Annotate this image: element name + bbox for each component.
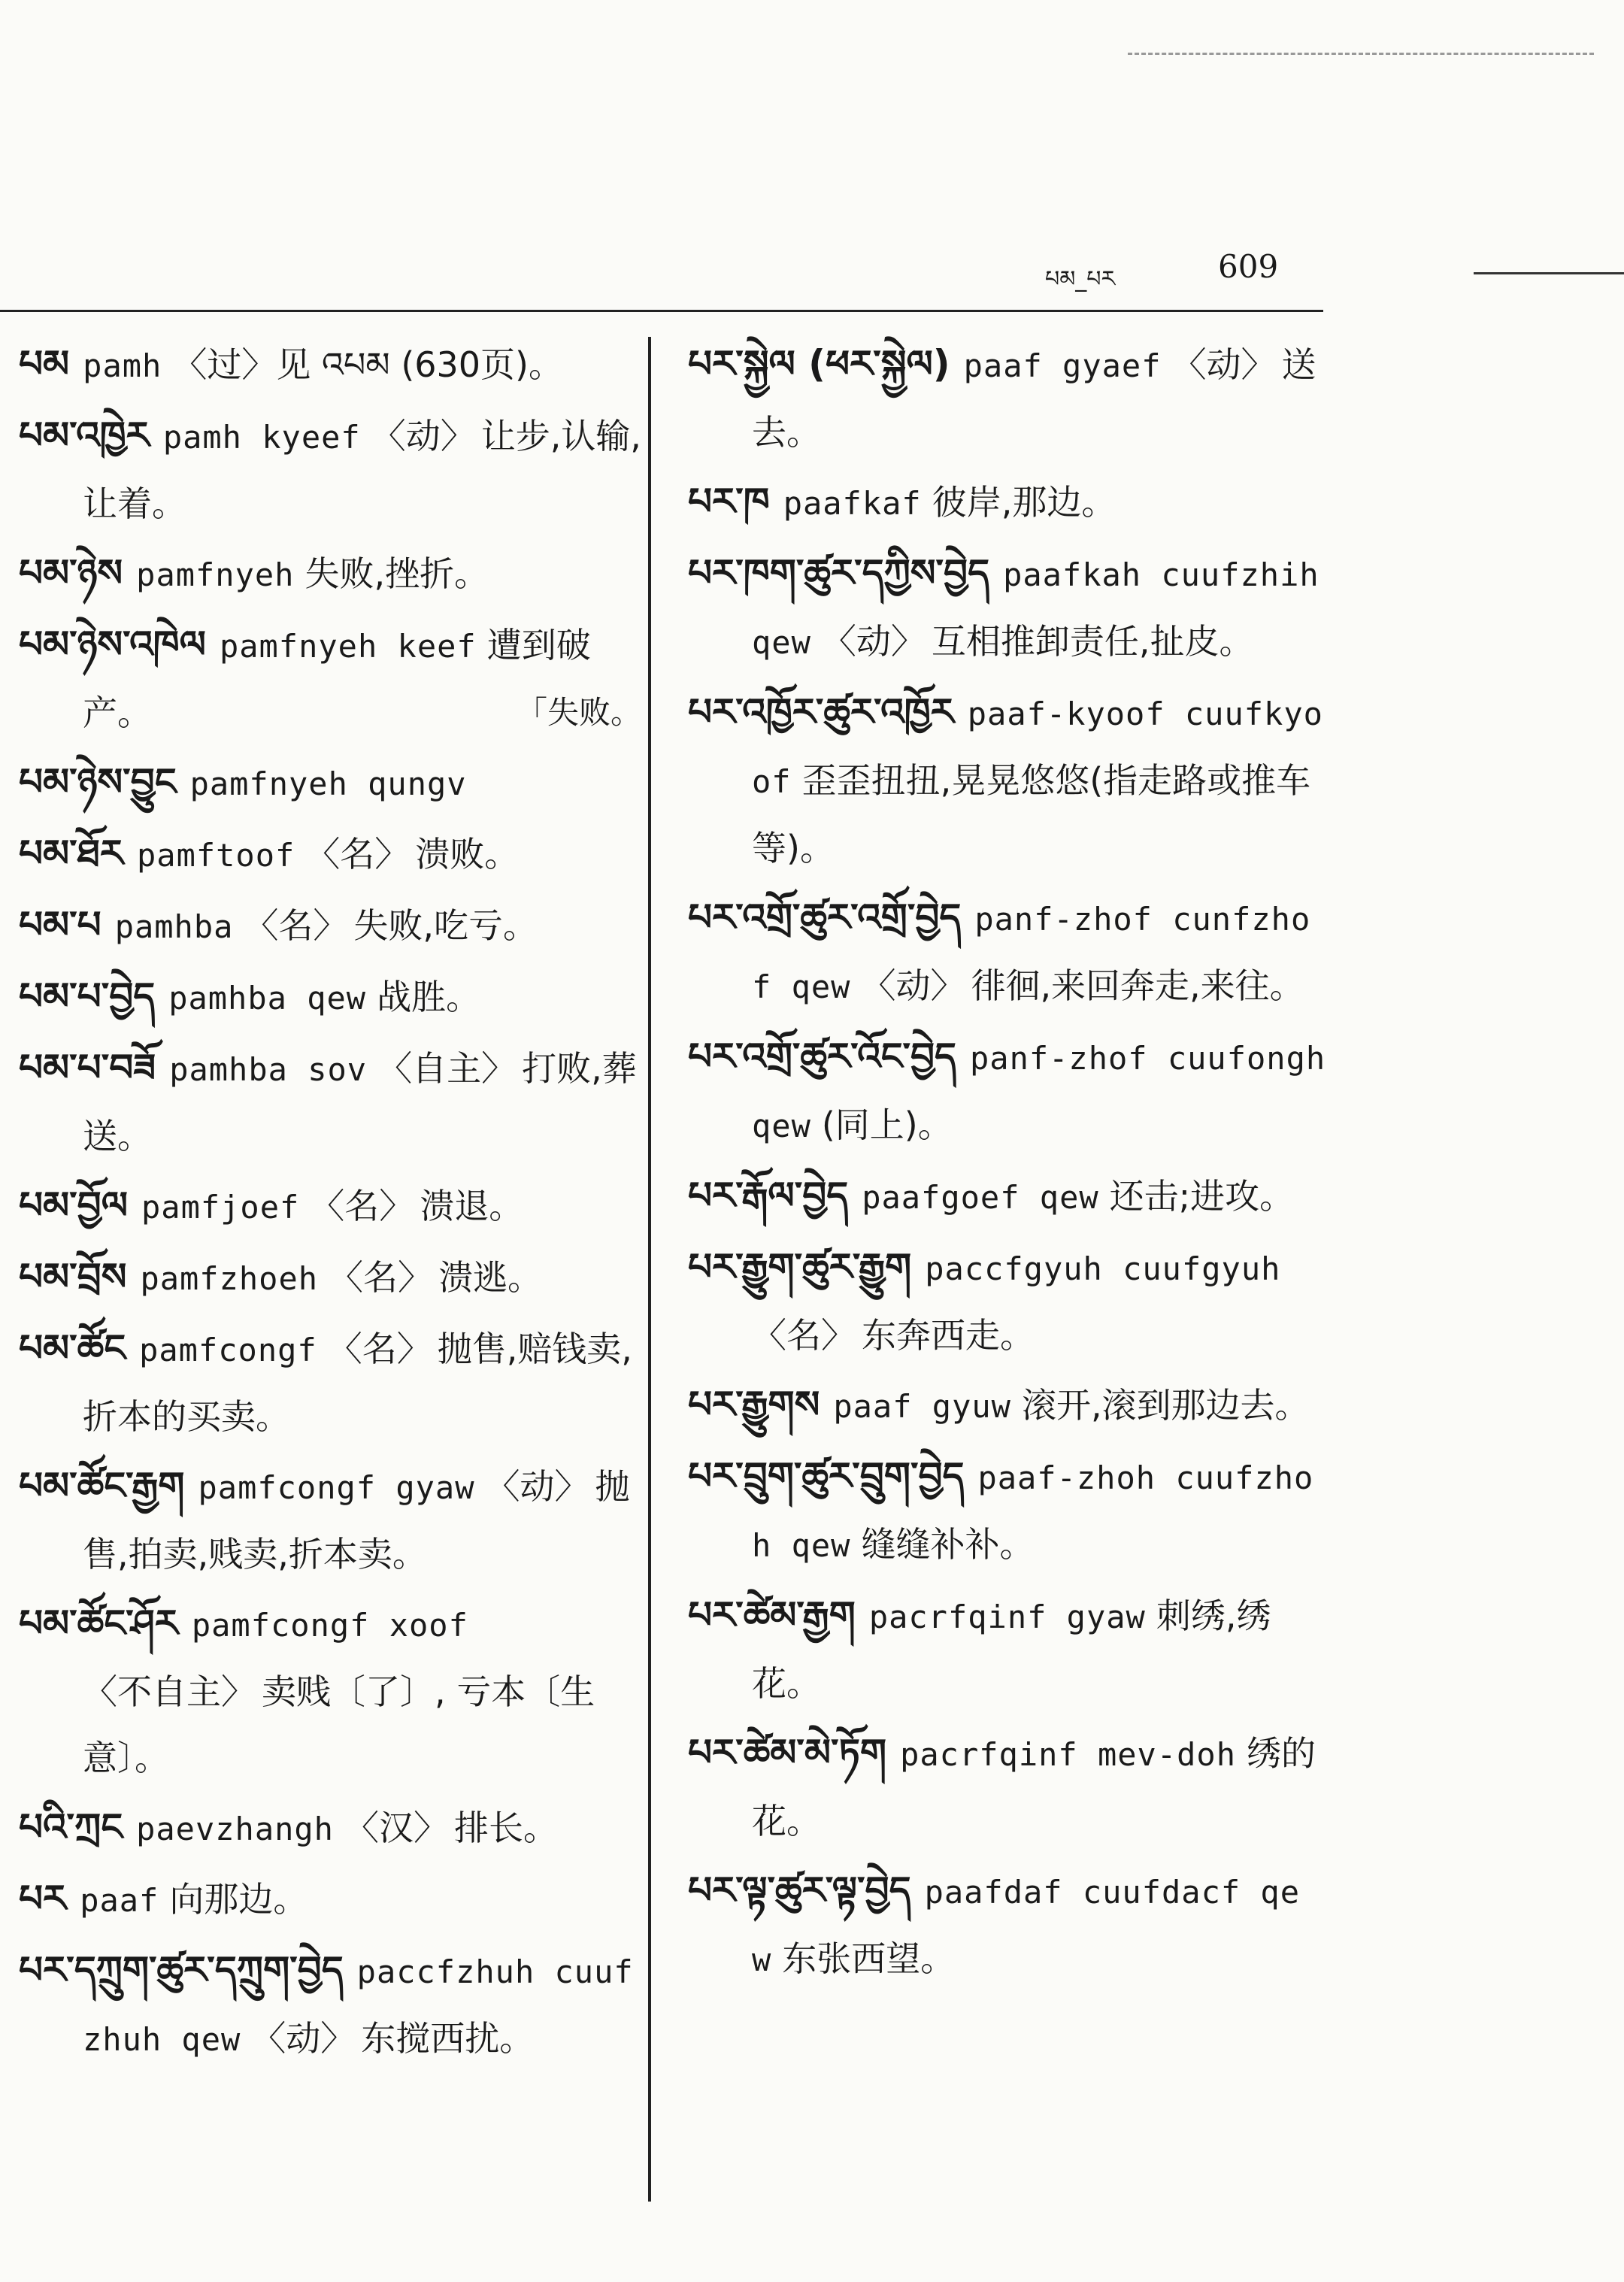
entry-romanization: paaf-zhoh cuufzhoh qew bbox=[752, 1459, 1314, 1564]
page-header bbox=[0, 248, 1323, 316]
entry-definition: (同上)。 bbox=[821, 1105, 953, 1145]
entry-romanization: paafdaf cuufdacf qew bbox=[752, 1874, 1300, 1978]
entry-definition: 溃败。 bbox=[415, 834, 520, 874]
dictionary-entry bbox=[8, 1865, 643, 1934]
dictionary-entry bbox=[680, 540, 1327, 676]
entry-definition: 还击;进攻。 bbox=[1109, 1176, 1295, 1217]
entry-grammar-tag: 〈自主〉 bbox=[377, 1048, 517, 1089]
entry-romanization: paccfgyuh cuufgyuh bbox=[925, 1250, 1281, 1287]
entry-grammar-tag: 〈名〉 bbox=[327, 1329, 432, 1369]
entry-grammar-tag: 〈名〉 bbox=[329, 1257, 433, 1298]
entry-continuation-note: 「失败。 bbox=[516, 694, 643, 731]
entry-definition: 东张西望。 bbox=[782, 1938, 956, 1979]
entry-headword-tibetan: པམ་པ་བྱེད bbox=[19, 974, 156, 1018]
entry-headword-tibetan: པའི་ཀྲང bbox=[19, 1805, 123, 1849]
entry-grammar-tag: 〈动〉 bbox=[485, 1466, 589, 1507]
dictionary-entry bbox=[8, 892, 643, 960]
entry-definition: 绣的花。 bbox=[752, 1733, 1316, 1841]
dictionary-entry bbox=[680, 1023, 1327, 1159]
entry-romanization: pacrfqinf mev-doh bbox=[900, 1736, 1236, 1773]
entry-grammar-tag: 〈名〉 bbox=[244, 905, 348, 946]
entry-definition: 刺绣,绣花。 bbox=[752, 1596, 1271, 1704]
entry-grammar-tag: 〈动〉 bbox=[861, 965, 965, 1006]
dictionary-entry bbox=[8, 1035, 643, 1169]
entry-grammar-tag: 〈汉〉 bbox=[344, 1808, 448, 1848]
dictionary-entry bbox=[680, 1162, 1327, 1231]
entry-grammar-tag: 〈动〉 bbox=[821, 621, 926, 662]
entry-romanization: pamfcongf xoof bbox=[191, 1607, 468, 1644]
dictionary-entry bbox=[680, 468, 1327, 537]
entry-romanization: pamh kyeef bbox=[162, 419, 361, 456]
dictionary-entry bbox=[680, 1371, 1327, 1440]
dictionary-entry bbox=[680, 1443, 1327, 1579]
entry-definition: 互相推卸责任,扯皮。 bbox=[931, 621, 1254, 662]
entry-romanization: panf-zhof cunfzhof qew bbox=[752, 901, 1311, 1005]
entry-headword-tibetan: པར་བྲུག་ཚུར་བྲུག་བྱེད bbox=[688, 1454, 965, 1498]
dictionary-entry bbox=[8, 963, 643, 1032]
entry-headword-tibetan: པམ་ཉེས་འཁེལ bbox=[19, 623, 206, 666]
entry-romanization: paafgoef qew bbox=[862, 1179, 1099, 1216]
dictionary-entry bbox=[8, 1244, 643, 1312]
entry-romanization: pamfnyeh qungv bbox=[189, 765, 467, 802]
entry-headword-tibetan: པམ་བྱོལ bbox=[19, 1183, 128, 1227]
entry-romanization: pamfnyeh keef bbox=[219, 628, 477, 665]
entry-definition: 溃逃。 bbox=[438, 1257, 543, 1298]
entry-romanization: paaf-kyoof cuufkyoof bbox=[752, 696, 1323, 800]
entry-definition: 彼岸,那边。 bbox=[932, 482, 1116, 523]
entry-headword-tibetan: པམ་བྲོས bbox=[19, 1255, 127, 1299]
entry-definition: 缝缝补补。 bbox=[861, 1524, 1035, 1565]
header-rule bbox=[0, 310, 1323, 312]
entry-romanization: paaf gyuw bbox=[833, 1388, 1011, 1425]
entry-headword-tibetan: པར་རྒྱུགས bbox=[688, 1383, 820, 1426]
entry-headword-tibetan: པམ་ཚོང bbox=[19, 1326, 126, 1370]
dictionary-entry bbox=[8, 1453, 643, 1587]
entry-romanization: paafkaf bbox=[783, 485, 922, 522]
entry-headword-tibetan: པར་ཁག་ཚུར་དཀྱིས་བྱེད bbox=[688, 551, 990, 595]
entry-romanization: pamfnyeh bbox=[136, 556, 295, 593]
entry-grammar-tag: 〈名〉 bbox=[310, 1186, 414, 1226]
dictionary-entry bbox=[680, 1720, 1327, 1854]
entry-definition: 排长。 bbox=[453, 1808, 558, 1848]
entry-romanization: pamhba sov bbox=[169, 1051, 368, 1088]
entry-definition: 战胜。 bbox=[377, 977, 481, 1017]
dictionary-entry bbox=[8, 1590, 643, 1791]
entry-romanization: paevzhangh bbox=[136, 1811, 334, 1847]
entry-grammar-tag: 〈不自主〉 bbox=[83, 1671, 256, 1712]
entry-grammar-tag: 〈名〉 bbox=[752, 1315, 856, 1356]
entry-romanization: pamhba qew bbox=[168, 980, 367, 1017]
entry-headword-tibetan: པར་འཁྱོར་ཚུར་འཁྱོར bbox=[688, 690, 954, 734]
entry-headword-tibetan: པམ་ཚོང་རྒྱག bbox=[19, 1464, 185, 1508]
entry-headword-tibetan: པར་འགྲོ་ཚུར་འོང་བྱེད bbox=[688, 1035, 956, 1078]
entry-definition: 让步,认输,让着。 bbox=[83, 416, 641, 524]
dictionary-entry bbox=[8, 540, 643, 608]
dictionary-entry bbox=[8, 402, 643, 537]
entry-definition: 卖贱〔了〕, 亏本〔生意〕。 bbox=[83, 1671, 595, 1778]
entry-definition: 遭到破产。 bbox=[83, 625, 591, 733]
header-guide-words: པམ_པར bbox=[1045, 266, 1116, 292]
entry-headword-tibetan: པར་ཁ bbox=[688, 480, 770, 523]
entry-definition: 溃退。 bbox=[420, 1186, 524, 1226]
dictionary-entry bbox=[8, 1315, 643, 1450]
entry-headword-tibetan: པམ་ཉེས་བྱུང bbox=[19, 760, 177, 804]
entry-romanization: paccfzhuh cuufzhuh qew bbox=[83, 1953, 634, 2058]
dictionary-entry bbox=[680, 1234, 1327, 1368]
entry-headword-tibetan: པམ་པ་བཟོ bbox=[19, 1046, 156, 1089]
entry-headword-tibetan: པར་རྒྱུག་ཚུར་རྒྱུག bbox=[688, 1245, 912, 1289]
entry-romanization: pacrfqinf gyaw bbox=[868, 1599, 1146, 1635]
dictionary-entry bbox=[680, 884, 1327, 1020]
entry-headword-tibetan: པམ་ཉེས bbox=[19, 551, 123, 595]
entry-definition: 抛售,赔钱卖,折本的买卖。 bbox=[83, 1329, 632, 1437]
entry-definition: 东搅西扰。 bbox=[361, 2018, 535, 2059]
entry-headword-tibetan: པར་ཚེམ་རྒྱག bbox=[688, 1593, 856, 1637]
column-divider bbox=[648, 337, 651, 2202]
entry-romanization: pamfcongf bbox=[139, 1332, 317, 1368]
entry-romanization: paaf gyaef bbox=[963, 347, 1162, 384]
entry-romanization: panf-zhof cuufongh qew bbox=[752, 1040, 1326, 1144]
dictionary-entry bbox=[8, 749, 643, 817]
entry-romanization: paaf bbox=[80, 1882, 159, 1919]
dictionary-entry bbox=[8, 1794, 643, 1862]
entry-headword-tibetan: པར་སྐྱེལ (ཕར་སྐྱེལ) bbox=[688, 342, 950, 386]
entry-grammar-tag: 〈动〉 bbox=[371, 416, 475, 456]
entry-grammar-tag: 〈名〉 bbox=[305, 834, 410, 874]
entry-romanization: pamfzhoeh bbox=[140, 1260, 319, 1297]
entry-headword-tibetan: པམ་པ bbox=[19, 903, 102, 947]
entry-headword-tibetan: པམ bbox=[19, 342, 70, 386]
entry-headword-tibetan: པམ་ཚོང་ཤོར bbox=[19, 1602, 178, 1645]
entry-definition: 东奔西走。 bbox=[862, 1315, 1035, 1356]
entry-definition: 徘徊,来回奔走,来往。 bbox=[971, 965, 1304, 1006]
dictionary-entry bbox=[8, 1937, 643, 2073]
page-number: 609 bbox=[1218, 248, 1279, 285]
entry-definition: 打败,葬送。 bbox=[83, 1048, 637, 1156]
dictionary-entry bbox=[8, 820, 643, 889]
margin-rule bbox=[1474, 272, 1624, 274]
entry-headword-tibetan: པར་ལྟ་ཚུར་ལྟ་བྱེད bbox=[688, 1868, 911, 1912]
scan-artifact-dash bbox=[1128, 53, 1594, 55]
right-column bbox=[680, 331, 1327, 1996]
entry-romanization: pamfcongf gyaw bbox=[198, 1469, 475, 1506]
entry-definition: 〈过〉见 འཔམ (630页)。 bbox=[172, 344, 564, 385]
entry-definition: 滚开,滚到那边去。 bbox=[1021, 1385, 1310, 1426]
dictionary-entry bbox=[8, 1172, 643, 1241]
entry-definition: 向那边。 bbox=[169, 1879, 308, 1920]
entry-headword-tibetan: པར་དཀྲུག་ཚུར་དཀྲུག་བྱེད bbox=[19, 1948, 344, 1992]
entry-romanization: pamh bbox=[83, 347, 162, 384]
entry-romanization: pamfjoef bbox=[141, 1189, 300, 1226]
dictionary-entry bbox=[680, 1582, 1327, 1717]
dictionary-entry bbox=[680, 331, 1327, 465]
dictionary-entry bbox=[8, 611, 643, 746]
dictionary-entry bbox=[680, 1857, 1327, 1993]
entry-romanization: pamftoof bbox=[137, 837, 295, 874]
entry-grammar-tag: 〈动〉 bbox=[251, 2018, 356, 2059]
entry-headword-tibetan: པམ་འཁྱེར bbox=[19, 414, 150, 457]
entry-definition: 失败,挫折。 bbox=[304, 553, 489, 594]
entry-definition: 失败,吃亏。 bbox=[353, 905, 538, 946]
entry-headword-tibetan: པར་འགྲོ་ཚུར་འགྲོ་བྱེད bbox=[688, 896, 962, 939]
entry-headword-tibetan: པར་རྒོལ་བྱེད bbox=[688, 1174, 849, 1217]
entry-headword-tibetan: པར་ཚེམ་མེ་ཏོག bbox=[688, 1731, 887, 1774]
entry-headword-tibetan: པར bbox=[19, 1877, 67, 1920]
entry-definition: 抛售,拍卖,贱卖,折本卖。 bbox=[83, 1466, 630, 1574]
entry-romanization: pamhba bbox=[114, 908, 234, 945]
entry-definition: 歪歪扭扭,晃晃悠悠(指走路或推车等)。 bbox=[752, 760, 1311, 868]
entry-definition: 送去。 bbox=[752, 344, 1316, 453]
dictionary-entry bbox=[8, 331, 643, 399]
left-column bbox=[8, 331, 643, 2076]
entry-grammar-tag: 〈动〉 bbox=[1171, 344, 1276, 385]
entry-romanization: paafkah cuufzhih qew bbox=[752, 556, 1320, 661]
dictionary-entry bbox=[680, 679, 1327, 881]
entry-headword-tibetan: པམ་ཐོར bbox=[19, 832, 123, 875]
